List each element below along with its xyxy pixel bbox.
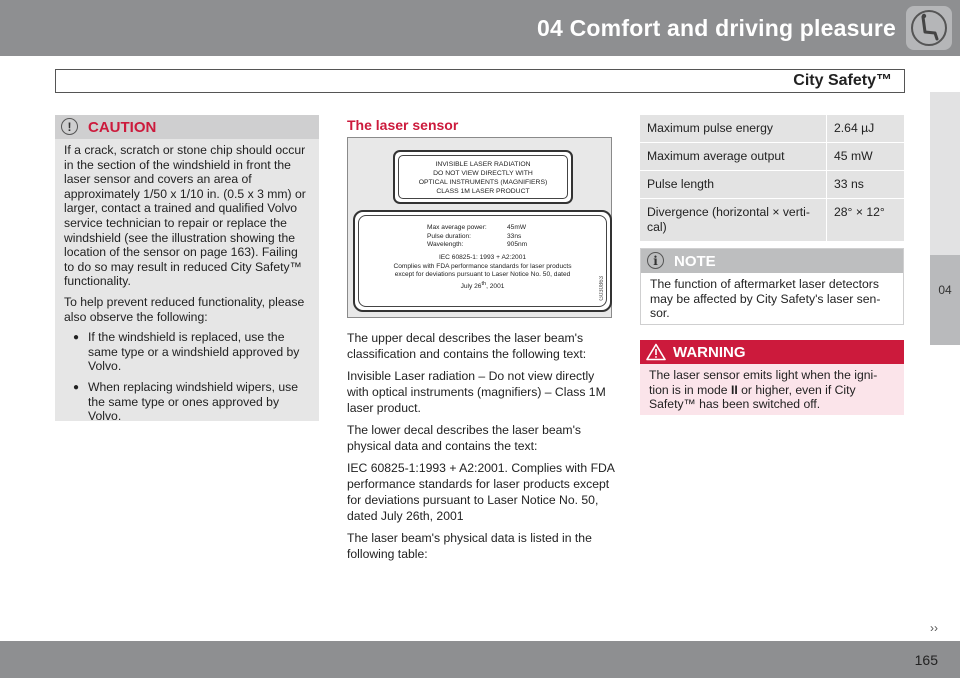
table-cell-label: Maximum pulse energy <box>640 115 826 142</box>
body-paragraph: The laser beam's physical data is listed in the following table: <box>347 531 592 561</box>
chapter-header-bar <box>0 0 960 56</box>
table-cell-value: 2.64 µJ <box>827 115 904 142</box>
warning-box <box>640 340 904 415</box>
table-row <box>640 171 904 198</box>
decal-line: DO NOT VIEW DIRECTLY WITH <box>433 170 533 177</box>
section-title: City Safety™ <box>793 72 892 89</box>
body-paragraph: The upper decal describes the laser beam's classification and contains the following text: <box>347 331 587 361</box>
table-cell-value: 28° × 12° <box>827 199 904 241</box>
warning-text-part: or higher, even if City Safety™ has been switched off. <box>649 382 856 412</box>
caution-box <box>55 115 319 424</box>
table-cell-value: 45 mW <box>827 143 904 170</box>
decal-year: , 2001 <box>486 282 505 290</box>
decal-spec-row <box>427 233 527 242</box>
lower-decal <box>353 210 612 312</box>
table-cell-label: Maximum average output <box>640 143 826 170</box>
upper-decal-text <box>398 155 568 199</box>
figure-code: G030863 <box>599 276 605 301</box>
decal-date: July 26 <box>460 282 482 290</box>
body-paragraph: The lower decal describes the laser beam's physical data and contains the text: <box>347 423 582 453</box>
seat-icon <box>906 6 952 50</box>
next-page-arrows[interactable]: ›› <box>930 621 938 635</box>
bullet-icon: ● <box>72 381 80 393</box>
table-row <box>640 199 904 241</box>
decal-spec-value: 33ns <box>507 232 522 240</box>
warning-triangle-icon <box>646 343 666 361</box>
table-cell-value: 33 ns <box>827 171 904 198</box>
caution-title: CAUTION <box>88 119 157 136</box>
decal-line: IEC 60825-1: 1993 + A2:2001 <box>438 254 527 261</box>
bullet-text: If the windshield is replaced, use the same type or a windshield approved by Volvo. <box>88 330 300 374</box>
bullet-text: When replacing windshield wipers, use the same type or ones approved by Volvo. <box>88 379 299 424</box>
warning-text-part: The laser sensor emits light when the igni-tion is in mode <box>649 368 878 397</box>
chapter-tab-track <box>930 92 960 255</box>
laser-data-table <box>640 115 904 242</box>
warning-header <box>640 340 904 364</box>
decal-spec-row <box>427 224 527 233</box>
note-text: The function of aftermarket laser detectors may be affected by City Safety's laser sen-sor. <box>650 277 881 321</box>
decal-spec-table <box>427 224 527 250</box>
laser-sensor-body <box>347 330 617 568</box>
bullet-icon: ● <box>72 332 80 344</box>
decal-spec-row <box>427 241 527 250</box>
lower-decal-text <box>358 215 607 307</box>
chapter-title: 04 Comfort and driving pleasure <box>537 15 896 41</box>
bullet-item <box>64 380 311 424</box>
table-row <box>640 115 904 142</box>
decal-spec-label: Wavelength: <box>427 241 464 248</box>
decal-line: OPTICAL INSTRUMENTS (MAGNIFIERS) <box>418 179 548 186</box>
caution-paragraph: To help prevent reduced functionality, please also observe the following: <box>64 294 305 324</box>
note-box <box>640 248 904 325</box>
laser-sensor-heading: The laser sensor <box>347 117 459 133</box>
chapter-tab-number: 04 <box>938 283 952 297</box>
table-cell-label: Pulse length <box>640 171 826 198</box>
warning-text <box>640 364 904 412</box>
page-number: 165 <box>914 652 938 668</box>
caution-icon: ! <box>61 118 78 135</box>
upper-decal <box>393 150 573 204</box>
decal-line: Complies with FDA performance standards for laser products <box>393 262 572 270</box>
laser-decal-figure <box>347 137 612 318</box>
section-bar <box>55 69 905 93</box>
body-paragraph: IEC 60825-1:1993 + A2:2001. Complies with FDA performance standards for laser products except for deviations pursuant to Laser Notice No. 50, dated July 26th, 2001 <box>347 461 615 523</box>
decal-date-sup: th <box>481 280 487 287</box>
decal-spec-value: 905nm <box>507 241 528 248</box>
decal-spec-label: Pulse duration: <box>427 232 471 240</box>
decal-line: except for deviations pursuant to Laser Notice No. 50, dated <box>394 271 571 278</box>
decal-date-line <box>359 280 606 292</box>
caution-body <box>55 139 319 424</box>
decal-line: CLASS 1M LASER PRODUCT <box>436 188 530 195</box>
ignition-mode: II <box>730 382 738 397</box>
table-cell-label: Divergence (horizontal × verti-cal) <box>640 199 826 241</box>
decal-compliance-text <box>359 254 606 291</box>
footer-bar <box>0 641 960 678</box>
caution-header <box>55 115 319 139</box>
decal-spec-value: 45mW <box>507 224 527 231</box>
note-title: NOTE <box>674 253 716 270</box>
bullet-item <box>64 330 311 374</box>
body-paragraph: Invisible Laser radiation – Do not view directly with optical instruments (magnifiers) – Class 1M laser product. <box>347 369 606 415</box>
table-row <box>640 143 904 170</box>
info-icon: i <box>647 252 664 269</box>
chapter-tab[interactable] <box>930 255 960 345</box>
note-header <box>641 249 903 273</box>
warning-title: WARNING <box>673 344 746 361</box>
caution-paragraph: If a crack, scratch or stone chip should occur in the section of the windshield in front the laser sensor and covers an area of approximately 1/50 x 1/10 in. (0.5 x 3 mm) or larger, contact a trained and qualified Volvo service technician to repair or replace the windshield (see the illustration showing the location of the sensor on page 163). Failing to do so may result in reduced City Safety™ functionality. <box>64 143 306 289</box>
decal-line: INVISIBLE LASER RADIATION <box>435 161 531 168</box>
decal-spec-label: Max average power: <box>427 224 487 231</box>
